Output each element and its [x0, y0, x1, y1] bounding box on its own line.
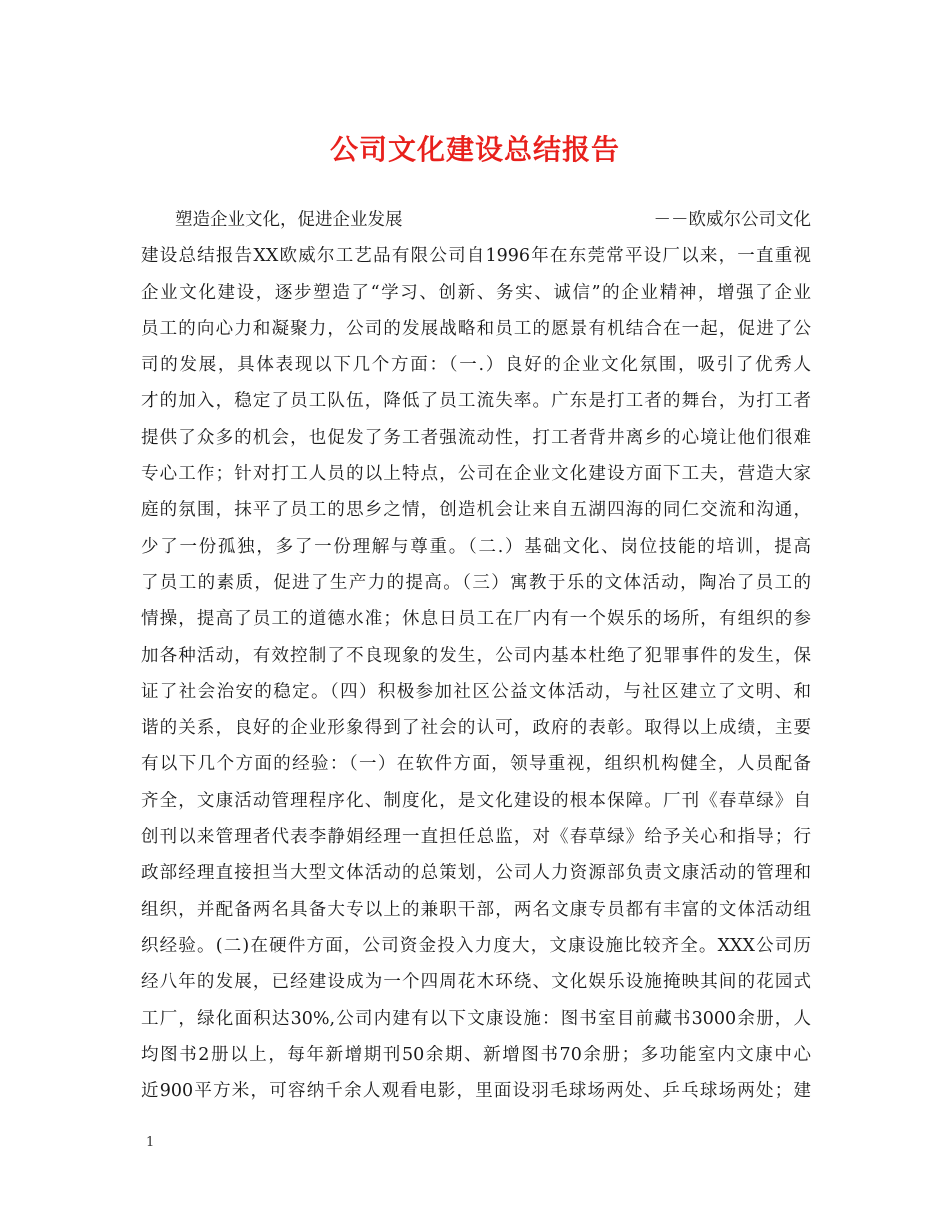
body-line: 提供了众多的机会，也促发了务工者强流动性，打工者背井离乡的心境让他们很难 [141, 427, 811, 448]
intro-heading: 塑造企业文化，促进企业发展 [175, 210, 403, 230]
document-title: 公司文化建设总结报告 [329, 133, 620, 166]
body-line: 工厂，绿化面积达30%,公司内建有以下文康设施：图书室目前藏书3000余册，人 [141, 1008, 811, 1029]
body-line: 了员工的素质，促进了生产力的提高。（三）寓教于乐的文体活动，陶冶了员工的 [141, 572, 811, 593]
body-line: 少了一份孤独，多了一份理解与尊重。（二.）基础文化、岗位技能的培训，提高 [141, 536, 811, 557]
document-body [141, 202, 811, 1109]
body-line: 谐的关系，良好的企业形象得到了社会的认可，政府的表彰。取得以上成绩，主要 [141, 718, 811, 739]
body-line: 才的加入，稳定了员工队伍，降低了员工流失率。广东是打工者的舞台，为打工者 [141, 391, 811, 412]
body-line: 政部经理直接担当大型文体活动的总策划，公司人力资源部负责文康活动的管理和 [141, 863, 811, 884]
body-line: 司的发展，具体表现以下几个方面：（一.）良好的企业文化氛围，吸引了优秀人 [141, 355, 811, 376]
body-line: 组织，并配备两名具备大专以上的兼职干部，两名文康专员都有丰富的文体活动组 [141, 899, 811, 920]
body-line: 庭的氛围，抹平了员工的思乡之情，创造机会让来自五湖四海的同仁交流和沟通， [141, 500, 811, 521]
body-line: 齐全，文康活动管理程序化、制度化，是文化建设的根本保障。厂刊《春草绿》自 [141, 790, 811, 811]
body-line: 织经验。(二)在硬件方面，公司资金投入力度大，文康设施比较齐全。XXX公司历 [141, 935, 811, 956]
body-line: 情操，提高了员工的道德水准；休息日员工在厂内有一个娱乐的场所，有组织的参 [141, 609, 811, 630]
body-line: 企业文化建设，逐步塑造了“学习、创新、务实、诚信”的企业精神，增强了企业 [141, 282, 811, 303]
body-line: 证了社会治安的稳定。（四）积极参加社区公益文体活动，与社区建立了文明、和 [141, 681, 811, 702]
body-line: 专心工作；针对打工人员的以上特点，公司在企业文化建设方面下工夫，营造大家 [141, 464, 811, 485]
body-line: 经八年的发展，已经建设成为一个四周花木环绕、文化娱乐设施掩映其间的花园式 [141, 972, 811, 993]
body-line: 有以下几个方面的经验：（一）在软件方面，领导重视，组织机构健全，人员配备 [141, 754, 811, 775]
body-line: 员工的向心力和凝聚力，公司的发展战略和员工的愿景有机结合在一起，促进了公 [141, 318, 811, 339]
body-line: 加各种活动，有效控制了不良现象的发生，公司内基本杜绝了犯罪事件的发生，保 [141, 645, 811, 666]
intro-byline: －－欧威尔公司文化 [653, 210, 811, 230]
page-number: 1 [146, 1135, 155, 1150]
body-line: 建设总结报告XX欧威尔工艺品有限公司自1996年在东莞常平设厂以来，一直重视 [141, 246, 811, 267]
body-line: 创刊以来管理者代表李静娟经理一直担任总监，对《春草绿》给予关心和指导；行 [141, 827, 811, 848]
body-line: 近900平方米，可容纳千余人观看电影，里面设羽毛球场两处、乒乓球场两处；建 [141, 1081, 811, 1102]
intro-line [141, 202, 811, 238]
body-lines [141, 238, 811, 1109]
body-line: 均图书2册以上，每年新增期刊50余期、新增图书70余册；多功能室内文康中心 [141, 1044, 811, 1065]
